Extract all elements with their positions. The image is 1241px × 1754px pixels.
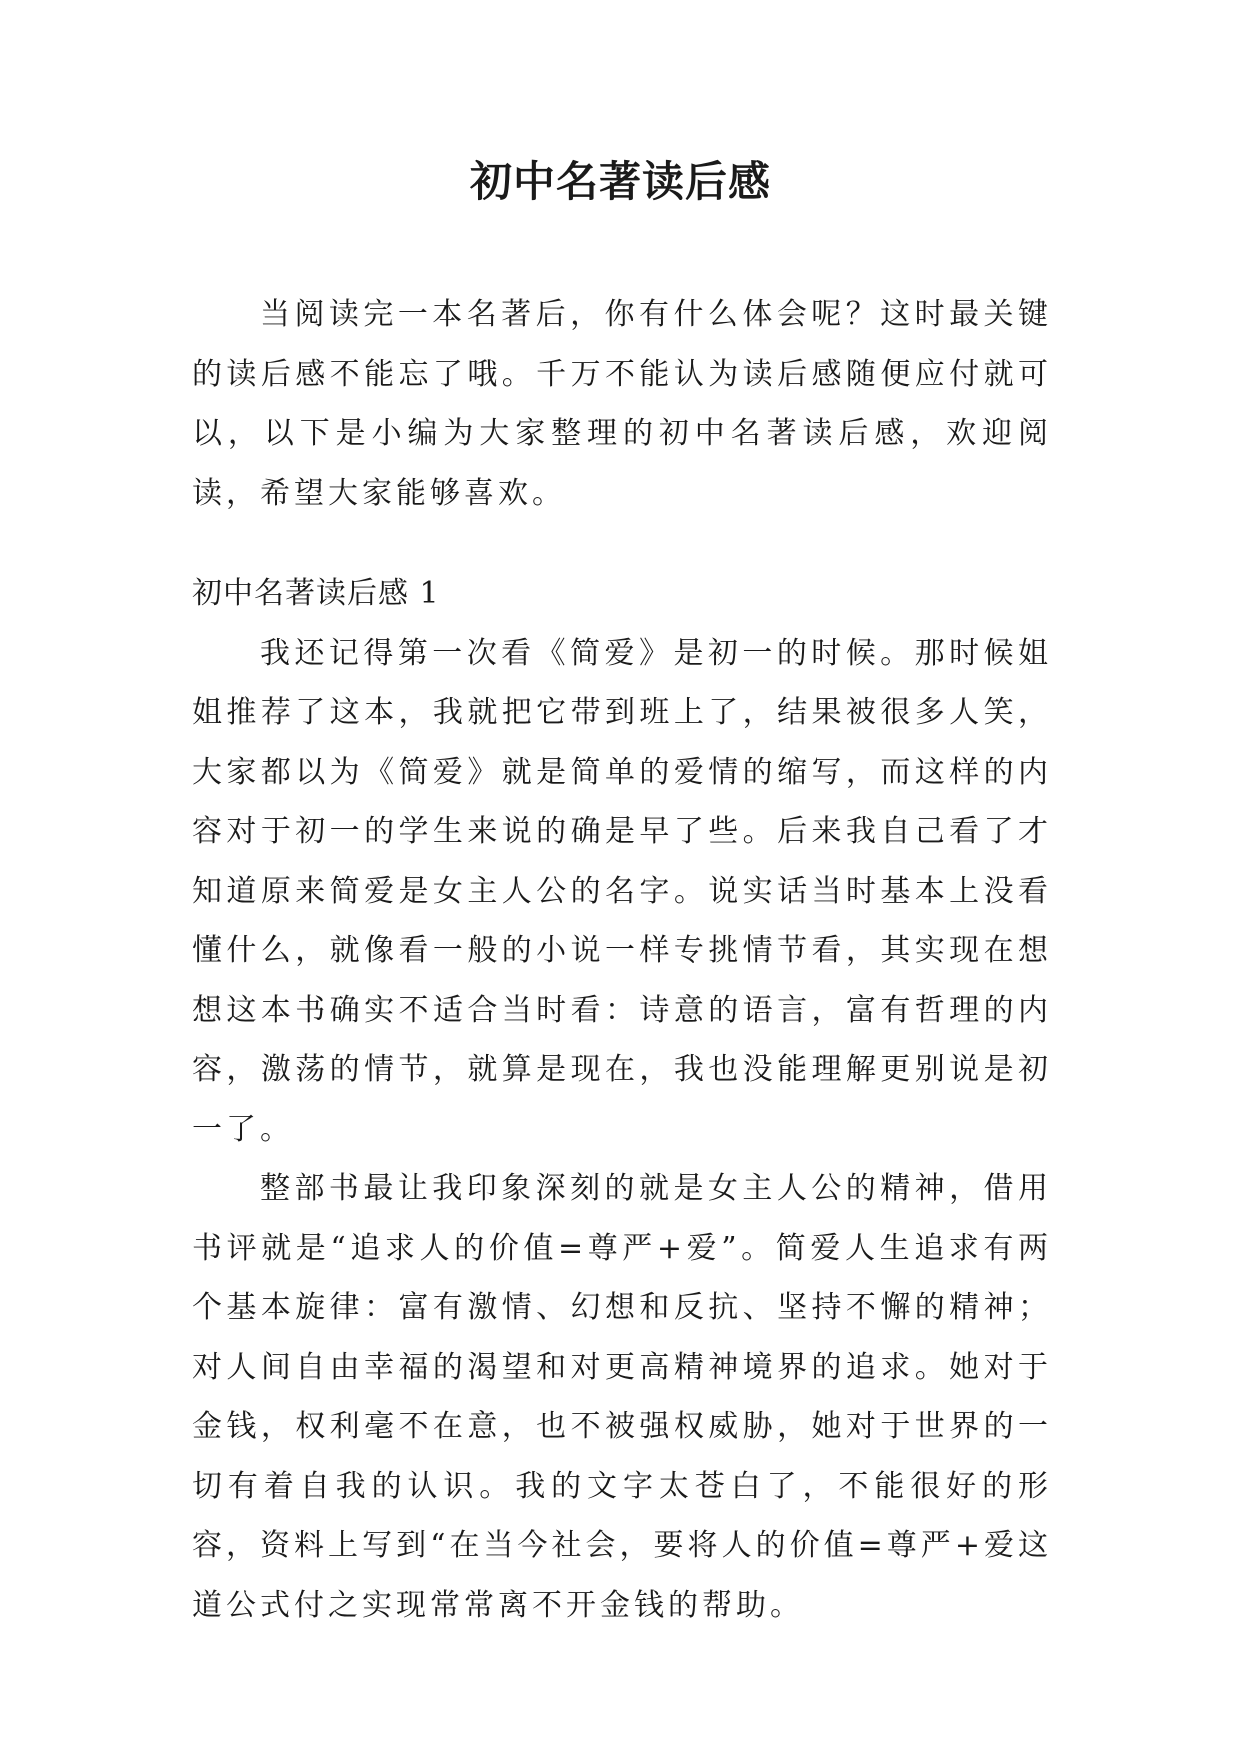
section-heading: 初中名著读后感 1 — [192, 576, 440, 611]
document-body — [192, 285, 1052, 1635]
intro-paragraph: 当阅读完一本名著后，你有什么体会呢？这时最关键的读后感不能忘了哦。千万不能认为读后感随便应付就可以，以下是小编为大家整理的初中名著读后感，欢迎阅读，希望大家能够喜欢。 — [192, 297, 1052, 511]
section-1 — [192, 564, 1052, 1635]
body-paragraph: 我还记得第一次看《简爱》是初一的时候。那时候姐姐推荐了这本，我就把它带到班上了，结果被很多人笑，大家都以为《简爱》就是简单的爱情的缩写，而这样的内容对于初一的学生来说的确是早了些。后来我自己看了才知道原来简爱是女主人公的名字。说实话当时基本上没看懂什么，就像看一般的小说一样专挑情节看，其实现在想想这本书确实不适合当时看：诗意的语言，富有哲理的内容，激荡的情节，就算是现在，我也没能理解更别说是初一了。 — [192, 635, 1052, 1147]
body-paragraph: 整部书最让我印象深刻的就是女主人公的精神，借用书评就是“追求人的价值=尊严+爱”。简爱人生追求有两个基本旋律：富有激情、幻想和反抗、坚持不懈的精神；对人间自由幸福的渴望和对更高精神境界的追求。她对于金钱，权利毫不在意，也不被强权威胁，她对于世界的一切有着自我的认识。我的文字太苍白了，不能很好的形容，资料上写到“在当今社会，要将人的价值=尊严+爱这道公式付之实现常常离不开金钱的帮助。 — [192, 1171, 1052, 1623]
document-title: 初中名著读后感 — [469, 157, 771, 206]
